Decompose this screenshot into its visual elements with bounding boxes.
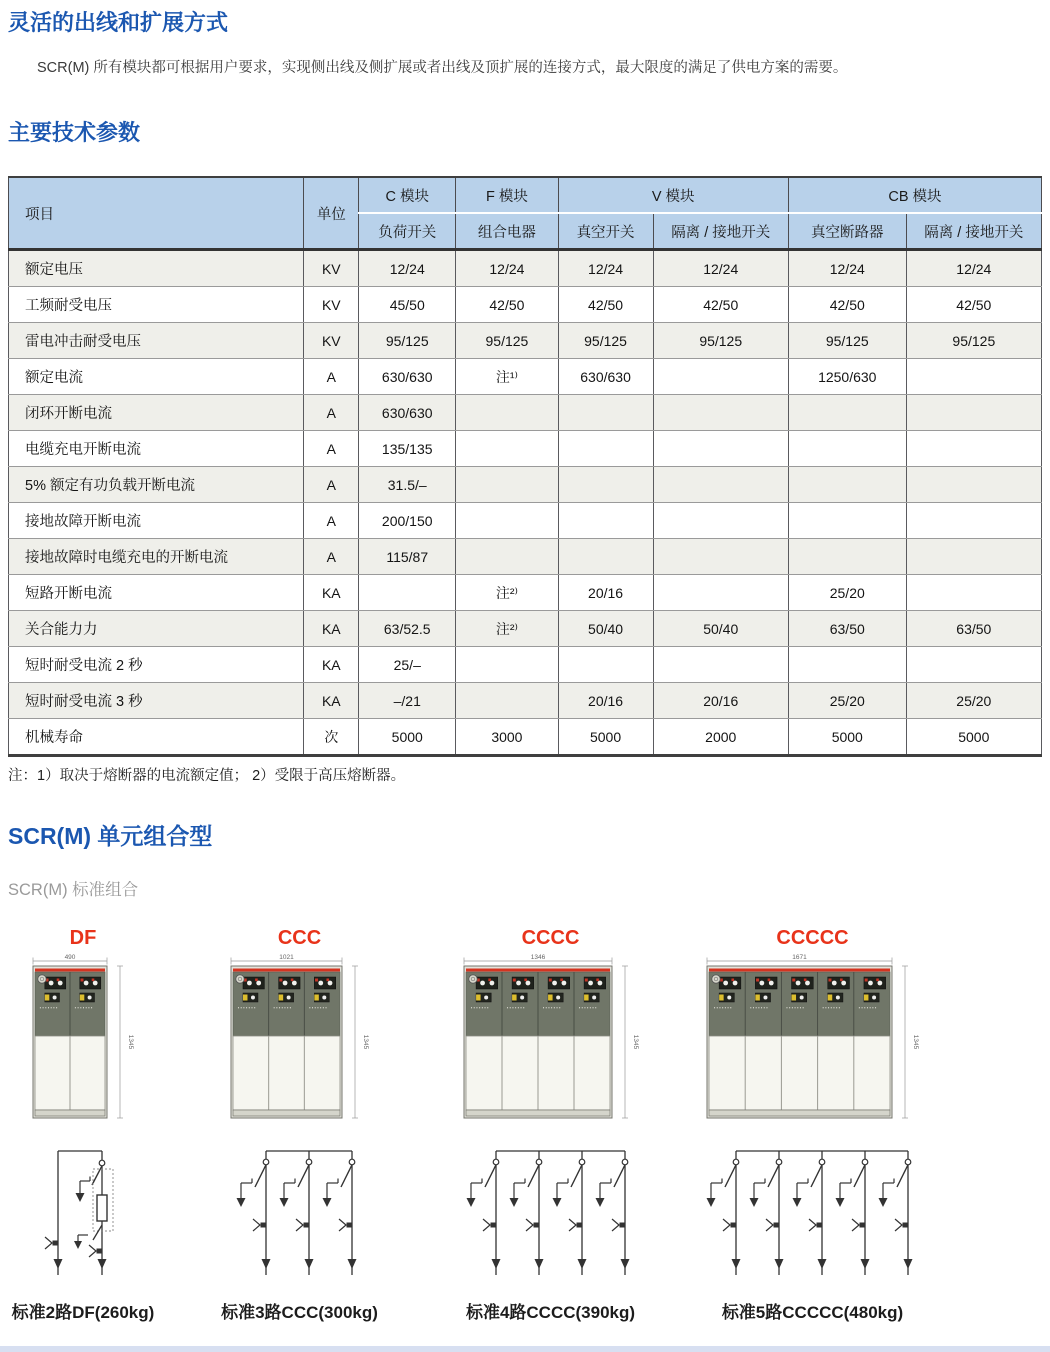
table-cell: 50/40 [558,611,653,647]
table-cell: 42/50 [456,287,558,323]
table-cell: 42/50 [653,287,788,323]
table-cell: 12/24 [653,250,788,287]
table-cell: 20/16 [653,683,788,719]
table-cell: 135/135 [359,431,456,467]
combination-caption: 标准2路DF(260kg) [11,1303,155,1322]
table-cell: 12/24 [906,250,1041,287]
table-cell: 50/40 [653,611,788,647]
spec-table-container [8,176,1042,757]
row-unit: A [304,467,359,503]
combination-caption: 标准5路CCCCC(480kg) [721,1303,904,1322]
combination-type-label: CCCCC [776,927,849,949]
table-cell: 12/24 [558,250,653,287]
row-unit: A [304,503,359,539]
page-title: 灵活的出线和扩展方式 [8,10,229,35]
table-cell [653,647,788,683]
row-unit: KV [304,287,359,323]
row-unit: A [304,431,359,467]
combination-caption: 标准3路CCC(300kg) [221,1303,378,1322]
table-cell: 5000 [558,719,653,756]
table-row [9,395,1042,431]
table-row [9,719,1042,756]
table-cell: 42/50 [788,287,906,323]
table-cell: 630/630 [359,359,456,395]
table-cell: 注²⁾ [456,575,558,611]
table-row [9,250,1042,287]
table-cell [558,395,653,431]
col-header-f-module: F 模块 [456,177,558,213]
table-row [9,467,1042,503]
svg-text:1346: 1346 [530,954,545,961]
subcol-isolating-earthing-switch-cb: 隔离 / 接地开关 [906,213,1041,250]
table-cell [653,575,788,611]
table-row [9,647,1042,683]
subcol-vacuum-switch: 真空开关 [558,213,653,250]
table-cell [456,395,558,431]
table-cell: 12/24 [359,250,456,287]
table-cell: 95/125 [788,323,906,359]
table-row [9,287,1042,323]
combination-group-ccc [212,926,387,1323]
row-label: 工频耐受电压 [9,287,304,323]
svg-text:1021: 1021 [279,954,294,961]
row-unit: KA [304,647,359,683]
row-label: 额定电流 [9,359,304,395]
table-cell: 25/20 [906,683,1041,719]
table-cell: 630/630 [558,359,653,395]
row-label: 电缆充电开断电流 [9,431,304,467]
table-cell [653,539,788,575]
combination-type-label: CCCC [521,927,580,949]
col-header-v-module: V 模块 [558,177,788,213]
table-row [9,611,1042,647]
table-cell [906,503,1041,539]
table-cell [788,539,906,575]
table-cell: 25/20 [788,575,906,611]
table-cell [456,647,558,683]
table-cell: 95/125 [906,323,1041,359]
table-cell: 63/52.5 [359,611,456,647]
table-row [9,575,1042,611]
table-cell: 25/20 [788,683,906,719]
table-cell: 1250/630 [788,359,906,395]
row-label: 5% 额定有功负载开断电流 [9,467,304,503]
table-cell [456,503,558,539]
section-title-specs: 主要技术参数 [8,120,141,145]
subcol-vacuum-breaker: 真空断路器 [788,213,906,250]
cabinet-front-diagram [705,954,920,1127]
table-cell: 200/150 [359,503,456,539]
table-cell [788,647,906,683]
subcol-combined-apparatus: 组合电器 [456,213,558,250]
row-unit: 次 [304,719,359,756]
row-label: 短路开断电流 [9,575,304,611]
row-label: 接地故障开断电流 [9,503,304,539]
combination-group-df [8,926,158,1323]
table-cell [359,575,456,611]
table-cell: 3000 [456,719,558,756]
table-cell: 5000 [359,719,456,756]
row-label: 接地故障时电缆充电的开断电流 [9,539,304,575]
row-label: 机械寿命 [9,719,304,756]
col-header-cb-module: CB 模块 [788,177,1041,213]
table-cell: 95/125 [456,323,558,359]
circuit-schematic [34,1141,132,1288]
table-cell [906,431,1041,467]
table-cell [653,431,788,467]
table-cell [558,647,653,683]
row-unit: A [304,395,359,431]
table-cell [906,359,1041,395]
row-unit: KA [304,683,359,719]
svg-text:490: 490 [64,954,76,961]
row-unit: KV [304,250,359,287]
combination-type-label: CCC [277,927,322,949]
table-cell: 注¹⁾ [456,359,558,395]
combinations-subtitle: SCR(M) 标准组合 [8,881,139,899]
row-label: 额定电压 [9,250,304,287]
combination-group-ccccc [690,926,935,1323]
combination-caption: 标准4路CCCC(390kg) [465,1303,636,1322]
table-cell [558,431,653,467]
cabinet-front-diagram [462,954,640,1127]
table-cell [456,467,558,503]
row-unit: A [304,539,359,575]
table-cell [788,431,906,467]
table-cell [906,539,1041,575]
table-cell: 63/50 [788,611,906,647]
col-header-item: 项目 [9,177,304,250]
table-cell [653,395,788,431]
row-unit: A [304,359,359,395]
subcol-load-switch: 负荷开关 [359,213,456,250]
table-row [9,431,1042,467]
table-cell: 115/87 [359,539,456,575]
circuit-schematic [463,1141,639,1288]
col-header-unit: 单位 [304,177,359,250]
row-label: 闭环开断电流 [9,395,304,431]
spec-table [8,176,1042,757]
table-row [9,683,1042,719]
table-cell [456,683,558,719]
row-label: 短时耐受电流 3 秒 [9,683,304,719]
table-cell: 12/24 [456,250,558,287]
row-unit: KA [304,611,359,647]
cabinet-front-diagram [31,954,135,1127]
circuit-schematic [233,1141,366,1288]
table-cell: 注²⁾ [456,611,558,647]
table-row [9,503,1042,539]
table-cell: 25/– [359,647,456,683]
combination-group-cccc [448,926,653,1323]
table-cell [456,539,558,575]
table-cell: 20/16 [558,683,653,719]
table-cell: 20/16 [558,575,653,611]
section-title-combinations: SCR(M) 单元组合型 [8,823,213,849]
table-cell: 63/50 [906,611,1041,647]
table-cell: 630/630 [359,395,456,431]
combination-type-label: DF [69,927,97,949]
table-cell [906,575,1041,611]
table-cell [653,503,788,539]
table-cell [653,359,788,395]
table-cell [906,647,1041,683]
table-footnote: 注：1）取决于熔断器的电流额定值； 2）受限于高压熔断器。 [8,768,406,784]
circuit-schematic [703,1141,922,1288]
table-cell [788,467,906,503]
table-cell: 12/24 [788,250,906,287]
table-cell [558,467,653,503]
table-cell [906,395,1041,431]
table-cell: –/21 [359,683,456,719]
subcol-isolating-earthing-switch-v: 隔离 / 接地开关 [653,213,788,250]
footer-strip [0,1346,1050,1352]
table-cell: 2000 [653,719,788,756]
intro-text: SCR(M) 所有模块都可根据用户要求，实现侧出线及侧扩展或者出线及顶扩展的连接方式，最大限度的满足了供电方案的需要。 [37,60,848,76]
row-unit: KA [304,575,359,611]
svg-text:1345: 1345 [127,1034,134,1050]
table-cell [558,503,653,539]
table-cell: 31.5/– [359,467,456,503]
row-unit: KV [304,323,359,359]
row-label: 雷电冲击耐受电压 [9,323,304,359]
row-label: 短时耐受电流 2 秒 [9,647,304,683]
table-cell: 95/125 [653,323,788,359]
table-cell [788,395,906,431]
table-cell [456,431,558,467]
table-cell [788,503,906,539]
table-cell: 95/125 [558,323,653,359]
svg-text:1345: 1345 [362,1034,369,1050]
svg-text:1671: 1671 [792,954,807,961]
table-row [9,323,1042,359]
table-cell [653,467,788,503]
table-row [9,359,1042,395]
svg-text:1345: 1345 [912,1034,919,1050]
col-header-c-module: C 模块 [359,177,456,213]
table-cell [906,467,1041,503]
table-cell: 42/50 [558,287,653,323]
table-cell: 95/125 [359,323,456,359]
table-cell: 5000 [788,719,906,756]
table-cell [558,539,653,575]
table-cell: 45/50 [359,287,456,323]
row-label: 关合能力力 [9,611,304,647]
svg-text:1345: 1345 [631,1034,639,1050]
cabinet-front-diagram [229,954,370,1127]
table-cell: 5000 [906,719,1041,756]
table-cell: 42/50 [906,287,1041,323]
table-row [9,539,1042,575]
